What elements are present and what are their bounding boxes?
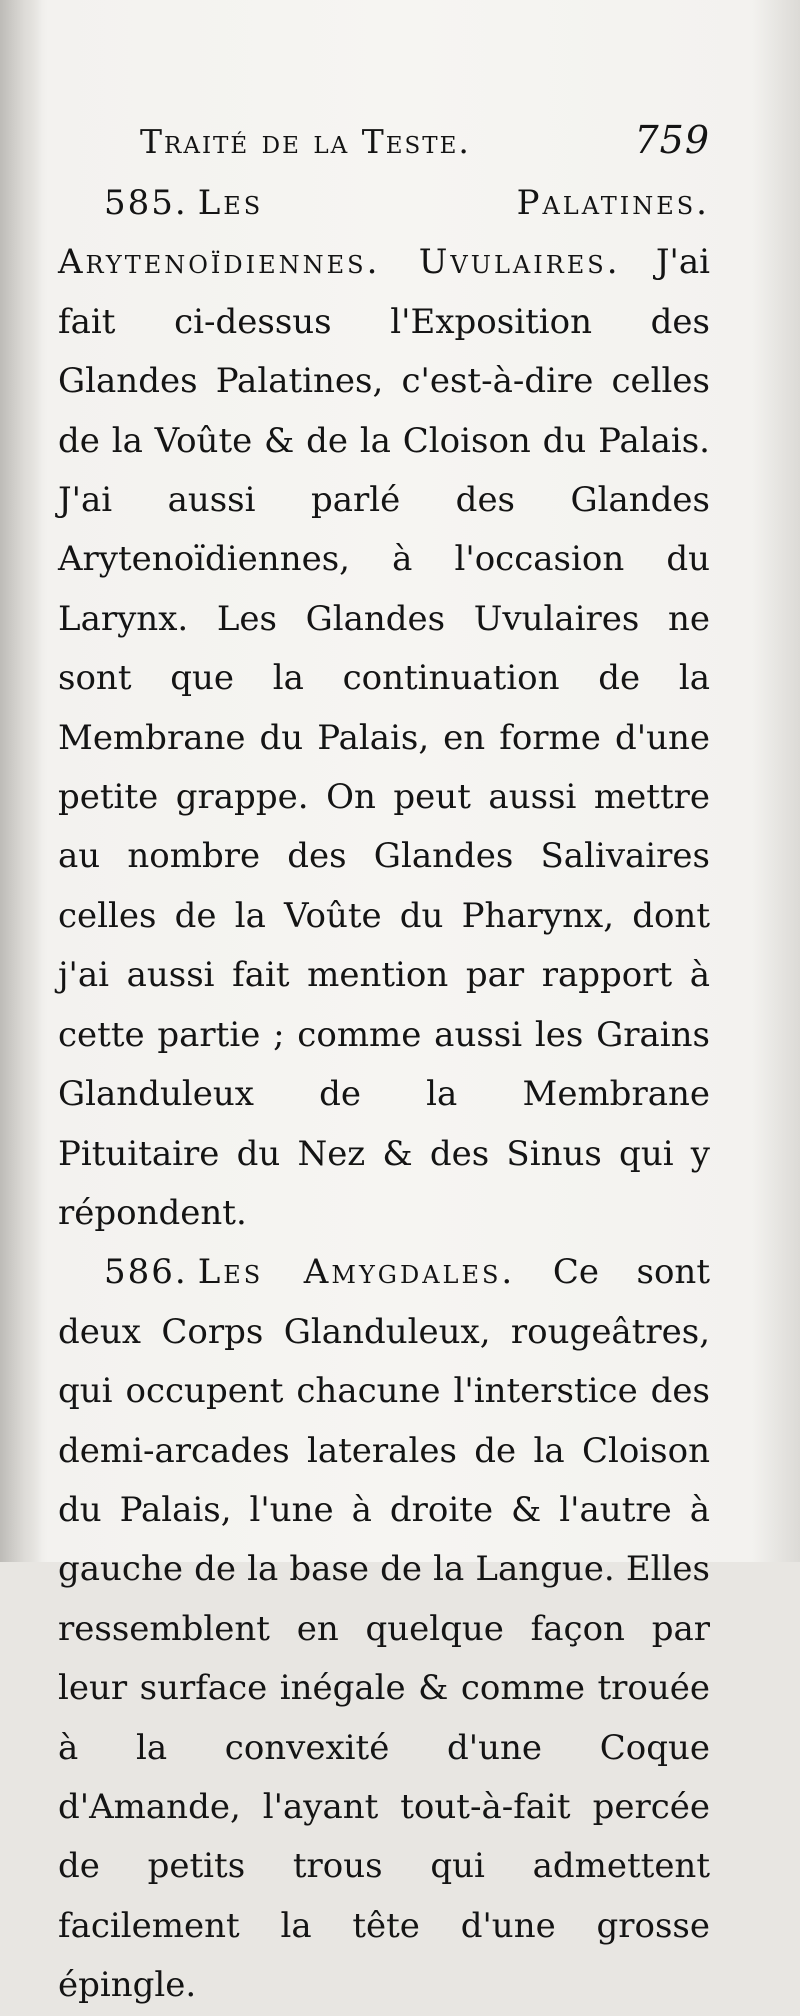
article-number: 586. bbox=[104, 1252, 188, 1293]
article-heading: Les Palatines. Arytenoïdiennes. Uvulaires. bbox=[58, 183, 710, 283]
article-number: 585. bbox=[104, 183, 188, 223]
running-head bbox=[58, 118, 710, 174]
article-586 bbox=[58, 1243, 710, 2015]
page-number: 759 bbox=[634, 118, 710, 162]
article-body: Ce sont deux Corps Glanduleux, rougeâtres, qui occupent chacune l'interstice des demi-arcades laterales de la Cloison du Palais, l'une à droite & l'autre à gauche de la base de la Langue. Elles ressemblent en quelque façon par leur surface inégale & comme trouée à la convexité d'une Coque d'Amande, l'ayant tout-à-fait percée de petits trous qui admettent facilement la tête d'une grosse épingle. bbox=[58, 1252, 710, 2006]
binding-gutter bbox=[0, 0, 42, 1562]
article-585 bbox=[58, 174, 710, 1243]
article-heading: Les Amygdales. bbox=[197, 1252, 516, 1293]
page-body bbox=[58, 118, 710, 2016]
article-body: J'ai fait ci-dessus l'Exposition des Glandes Palatines, c'est-à-dire celles de la Voûte & de la Cloison du Palais. J'ai aussi parlé des Glandes Arytenoïdiennes, à l'occasion du Larynx. Les Glandes Uvulaires ne sont que la continuation de la Membrane du Palais, en forme d'une petite grappe. On peut aussi mettre au nombre des Glandes Salivaires celles de la Voûte du Pharynx, dont j'ai aussi fait mention par rapport à cette partie ; comme aussi les Grains Glanduleux de la Membrane Pituitaire du Nez & des Sinus qui y répondent. bbox=[58, 242, 710, 1233]
running-head-title: Traité de la Teste. bbox=[140, 122, 471, 161]
